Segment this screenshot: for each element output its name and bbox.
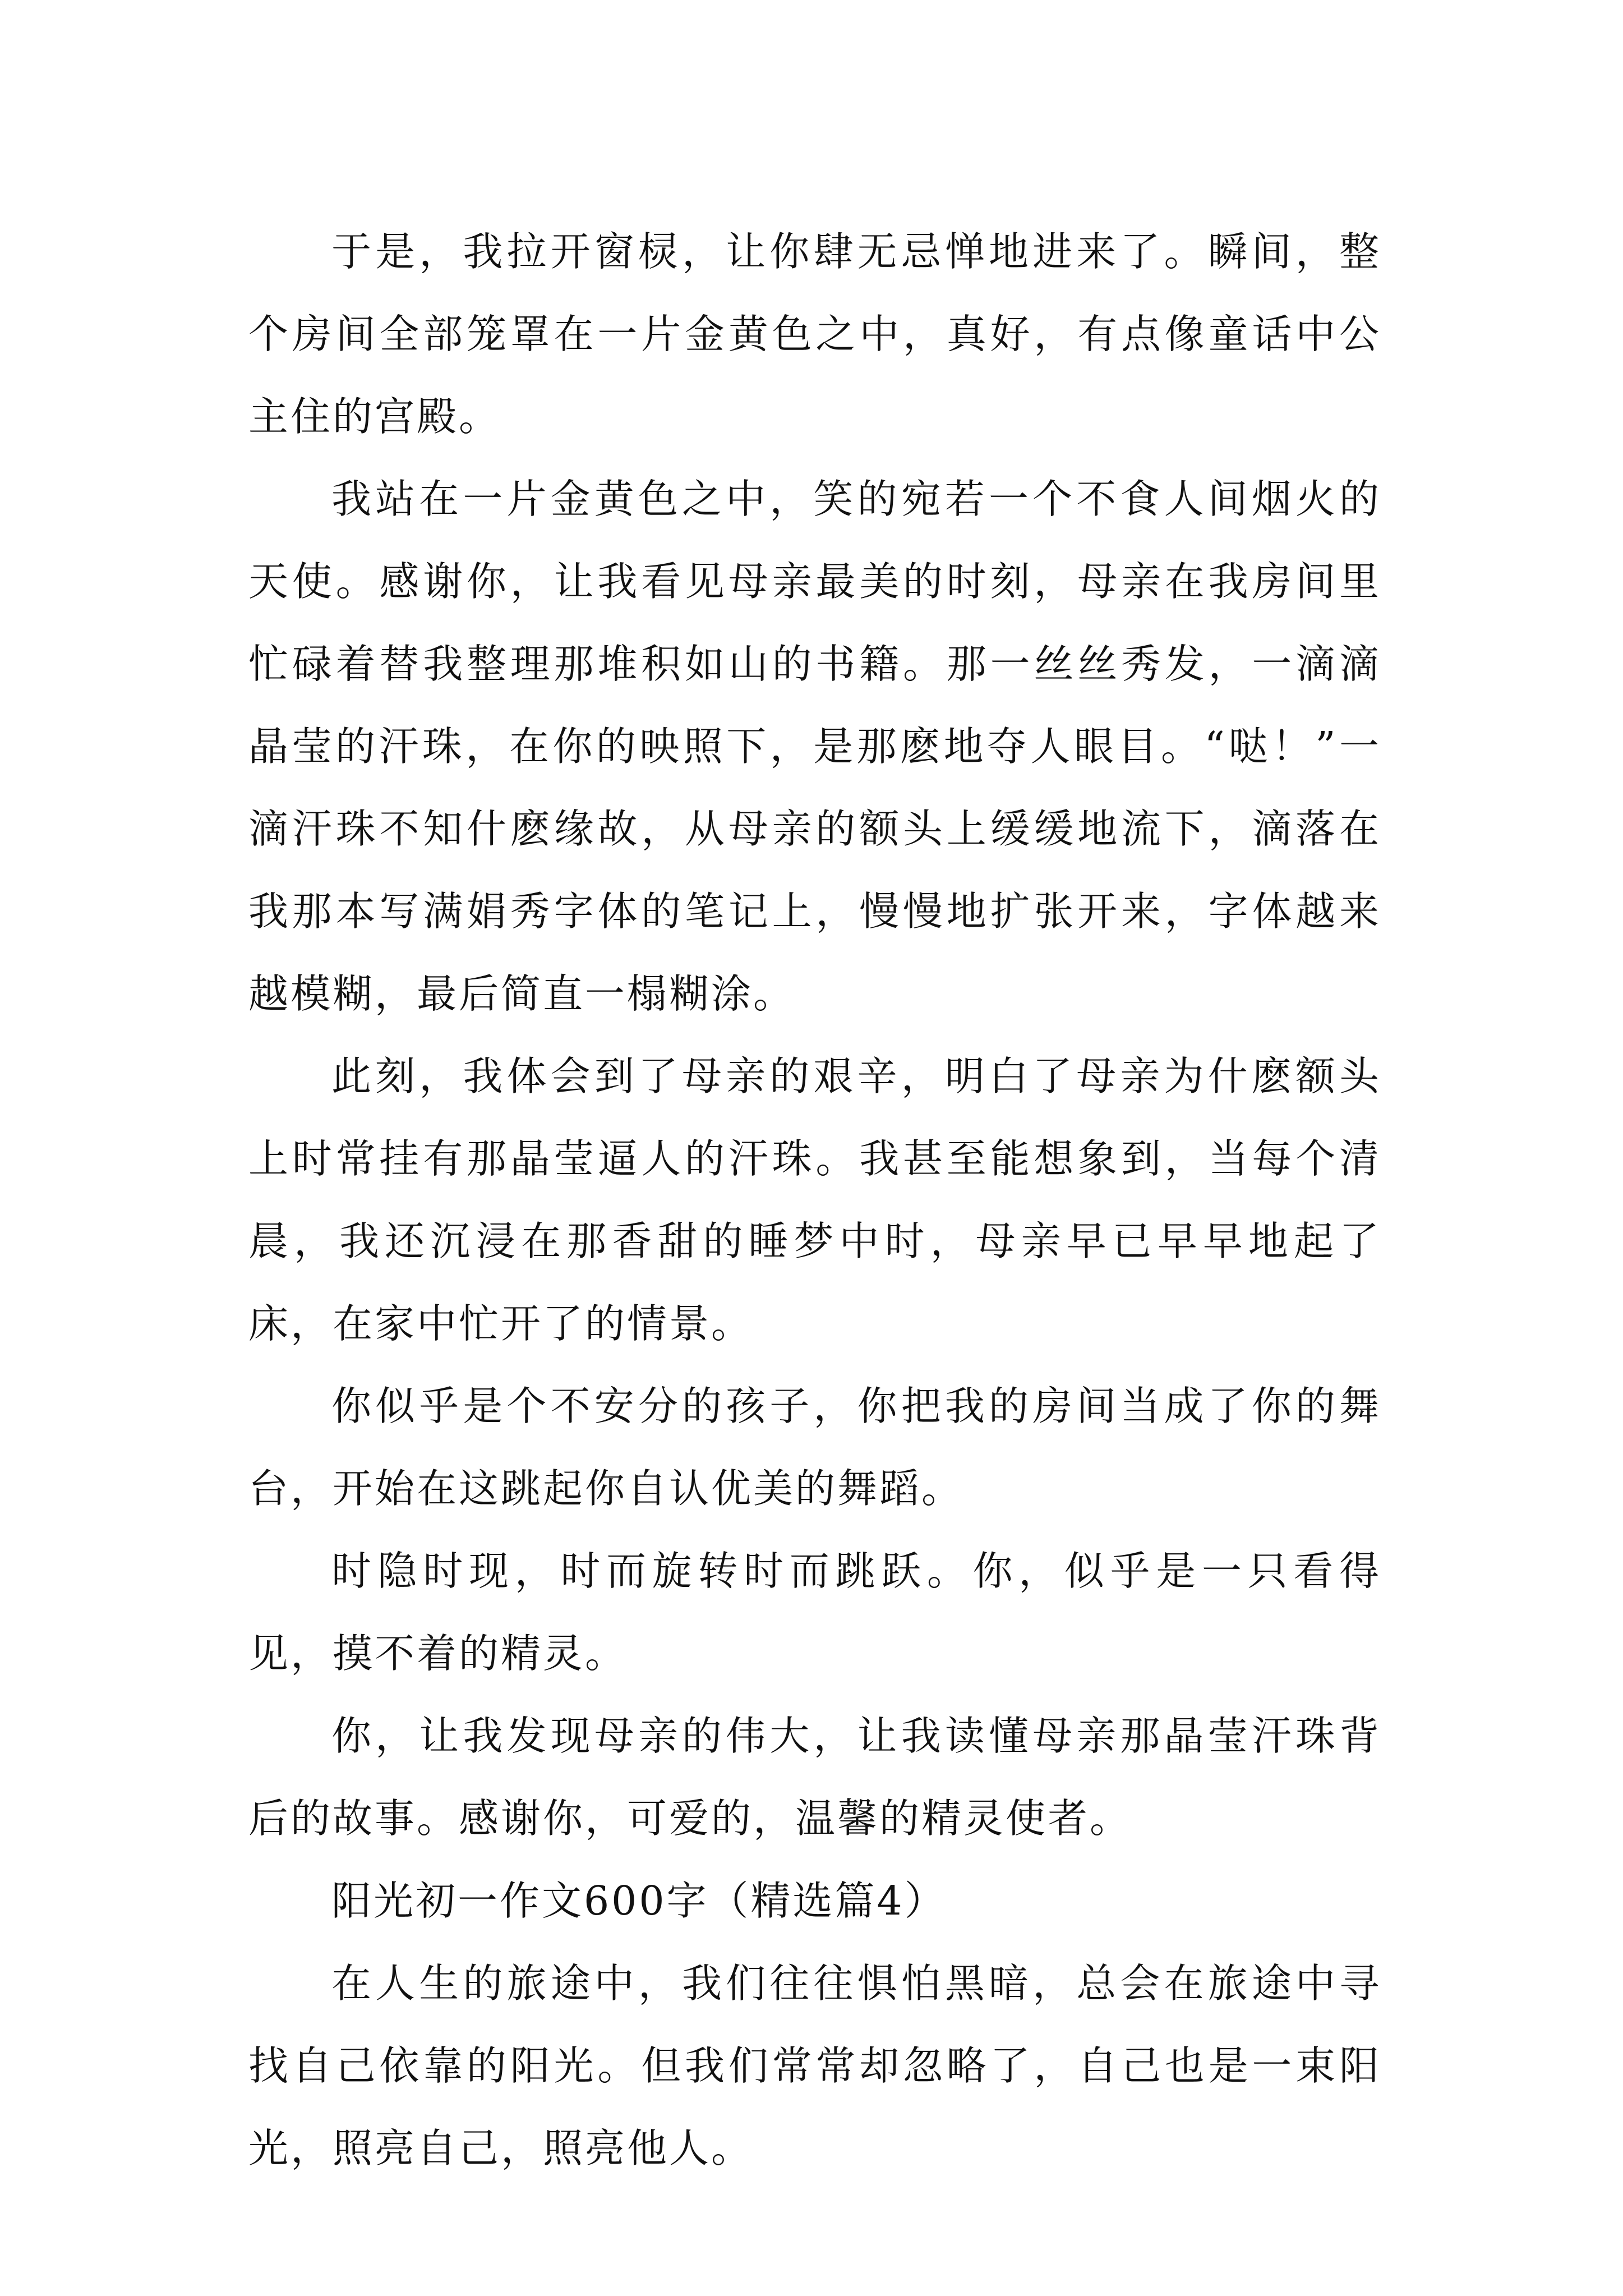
paragraph-journey: 在人生的旅途中，我们往往惧怕黑暗，总会在旅途中寻找自己依靠的阳光。但我们常常却忽略了，自己也是一束阳光，照亮自己，照亮他人。 xyxy=(248,1960,1381,2171)
paragraph-mother-sweat: 我站在一片金黄色之中，笑的宛若一个不食人间烟火的天使。感谢你，让我看见母亲最美的时刻，母亲在我房间里忙碌着替我整理那堆积如山的书籍。那一丝丝秀发，一滴滴晶莹的汗珠，在你的映照下，是那麽地夺人眼目。“哒！”一滴汗珠不知什麽缘故，从母亲的额头上缓缓地流下，滴落在我那本写满娟秀字体的笔记上，慢慢地扩张开来，字体越来越模糊，最后简直一榻糊涂。 xyxy=(248,476,1381,1017)
paragraph-window: 于是，我拉开窗棂，让你肆无忌惮地进来了。瞬间，整个房间全部笼罩在一片金黄色之中，真好，有点像童话中公主住的宫殿。 xyxy=(248,228,1381,440)
essay-body xyxy=(248,210,1381,2189)
paragraph-elf: 时隐时现，时而旋转时而跳跃。你，似乎是一只看得见，摸不着的精灵。 xyxy=(248,1548,1381,1677)
section-heading: 阳光初一作文600字（精选篇4） xyxy=(331,1878,947,1924)
paragraph-restless-child: 你似乎是个不安分的孩子，你把我的房间当成了你的舞台，开始在这跳起你自认优美的舞蹈。 xyxy=(248,1383,1381,1512)
paragraph-realization: 此刻，我体会到了母亲的艰辛，明白了母亲为什麽额头上时常挂有那晶莹逼人的汗珠。我甚至能想象到，当每个清晨，我还沉浸在那香甜的睡梦中时，母亲早已早早地起了床，在家中忙开了的情景。 xyxy=(248,1053,1381,1347)
paragraph-gratitude: 你，让我发现母亲的伟大，让我读懂母亲那晶莹汗珠背后的故事。感谢你，可爱的，温馨的精灵使者。 xyxy=(248,1713,1381,1842)
